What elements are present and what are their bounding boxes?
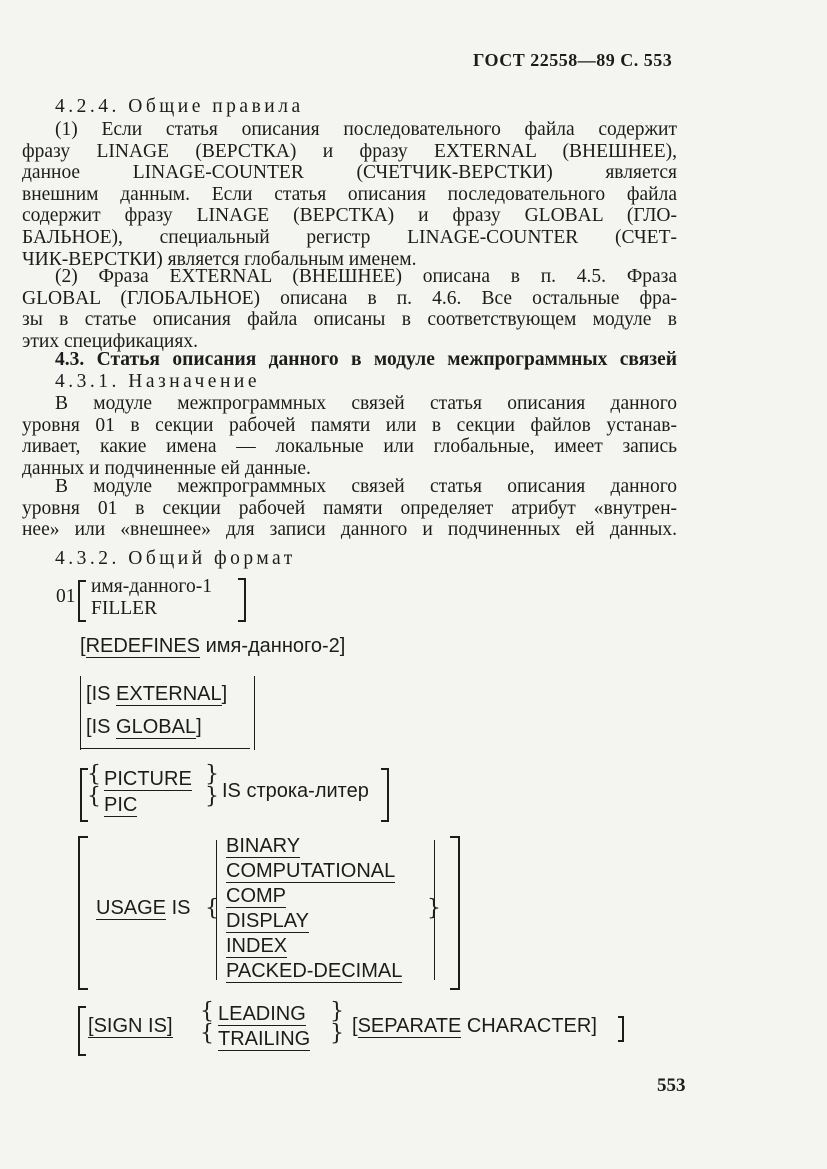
usage-is (96, 897, 191, 920)
redefines-keyword: REDEFINES (85, 635, 201, 657)
left-brace: { (87, 784, 101, 809)
usage-option: DISPLAY (226, 910, 309, 932)
paragraph-424-2 (22, 266, 677, 352)
box-right-line (254, 676, 255, 750)
sign-keyword: SIGN (93, 1015, 143, 1037)
text-line: В модуле межпрограммных связей статья описания данного (55, 393, 677, 414)
text-line: фразу LINAGE (ВЕРСТКА) и фразу EXTERNAL (ВНЕШНЕЕ), (22, 140, 677, 162)
redefines-operand: имя-данного-2 (205, 635, 340, 657)
section-heading-424: 4.2.4. Общие правила (55, 96, 304, 117)
name-options (91, 576, 212, 620)
text-line: данных и подчиненные ей данные. (22, 457, 311, 479)
right-brace: } (330, 999, 344, 1024)
is-keyword: IS (91, 716, 111, 738)
left-brace: { (200, 1021, 214, 1046)
external-keyword: EXTERNAL (116, 683, 222, 705)
leading-keyword: LEADING (218, 1003, 306, 1025)
usage-option: PACKED-DECIMAL (226, 960, 403, 982)
right-brace: } (205, 784, 219, 809)
left-bracket (78, 836, 88, 990)
text-line: внешним данным. Если статья описания последовательного файла (22, 183, 677, 205)
right-brace: } (205, 762, 219, 787)
text-line: этих спецификациях. (22, 330, 198, 352)
section-heading-43: 4.3. Статья описания данного в модуле межпрограммных связей (55, 349, 677, 370)
text-line: уровня 01 в секции рабочей памяти определяет атрибут «внутрен- (22, 497, 677, 519)
picture-keyword: PICTURE (104, 768, 192, 790)
text-line: ЧИК-ВЕРСТКИ) является глобальным именем. (22, 248, 417, 270)
separate-keyword: SEPARATE (357, 1015, 462, 1037)
character-keyword: CHARACTER (466, 1015, 592, 1037)
text-line: (1) Если статья описания последовательного файла содержит (55, 119, 677, 140)
right-bracket (450, 836, 460, 990)
paragraph-424-1 (22, 119, 677, 270)
text-line: GLOBAL (ГЛОБАЛЬНОЕ) описана в п. 4.6. Все остальные фра- (22, 287, 677, 309)
usage-option: INDEX (226, 935, 288, 957)
separate-clause: [SEPARATE CHARACTER] (352, 1015, 597, 1037)
is-keyword: IS (91, 683, 111, 705)
right-bracket (381, 768, 389, 822)
right-brace: } (427, 896, 441, 921)
paragraph-431-1 (22, 393, 677, 479)
left-bracket (78, 1006, 86, 1056)
text-line: зы в статье описания файла описаны в соответствующем модуле в (22, 309, 677, 331)
box-bottom-line (80, 748, 250, 749)
is-keyword: IS (171, 897, 191, 919)
global-clause: [IS GLOBAL] (86, 716, 202, 738)
picture-options (104, 766, 192, 818)
option-filler: FILLER (91, 598, 158, 619)
usage-options (226, 834, 402, 984)
page-number: 553 (657, 1075, 686, 1096)
text-line: БАЛЬНОЕ), специальный регистр LINAGE-COUNTER (СЧЕТ- (22, 226, 677, 248)
running-header: ГОСТ 22558—89 С. 553 (473, 50, 673, 70)
box-left-line (80, 676, 81, 750)
pic-keyword: PIC (104, 794, 138, 816)
trailing-keyword: TRAILING (218, 1028, 311, 1050)
left-brace: { (200, 999, 214, 1024)
text-line: (2) Фраза EXTERNAL (ВНЕШНЕЕ) описана в п. 4.5. Фраза (55, 266, 677, 287)
is-keyword: IS (148, 1015, 167, 1037)
left-brace: { (87, 762, 101, 787)
picture-tail: IS строка-литер (222, 780, 369, 802)
right-brace: } (330, 1021, 344, 1046)
global-keyword: GLOBAL (116, 716, 197, 738)
sign-is: [SIGN IS] (88, 1015, 173, 1037)
section-heading-432: 4.3.2. Общий формат (55, 548, 296, 569)
usage-option: COMPUTATIONAL (226, 860, 396, 882)
left-bracket (78, 580, 86, 622)
text-line: нее» или «внешнее» для записи данного и подчиненных ей данных. (22, 519, 677, 541)
text-line: уровня 01 в секции рабочей памяти или в секции файлов устанав- (22, 414, 677, 436)
redefines-clause: [REDEFINES имя-данного-2] (80, 635, 346, 657)
right-bracket (238, 578, 246, 622)
section-heading-431: 4.3.1. Назначение (55, 371, 260, 392)
paragraph-431-2 (22, 476, 677, 541)
usage-keyword: USAGE (96, 897, 167, 919)
usage-option: BINARY (226, 835, 301, 857)
right-bracket (618, 1016, 624, 1042)
option-data-name-1: имя-данного-1 (91, 576, 212, 597)
text-line: ливает, какие имена — локальные или глобальные, имеет запись (22, 436, 677, 458)
usage-option: COMP (226, 885, 286, 907)
left-brace: { (205, 896, 219, 921)
sign-options (218, 1002, 310, 1052)
text-line: данное LINAGE-COUNTER (СЧЕТЧИК-ВЕРСТКИ) является (22, 162, 677, 184)
text-line: В модуле межпрограммных связей статья описания данного (55, 476, 677, 497)
external-clause: [IS EXTERNAL] (86, 683, 228, 705)
text-line: содержит фразу LINAGE (ВЕРСТКА) и фразу GLOBAL (ГЛО- (22, 205, 677, 227)
level-number: 01 (56, 586, 76, 607)
